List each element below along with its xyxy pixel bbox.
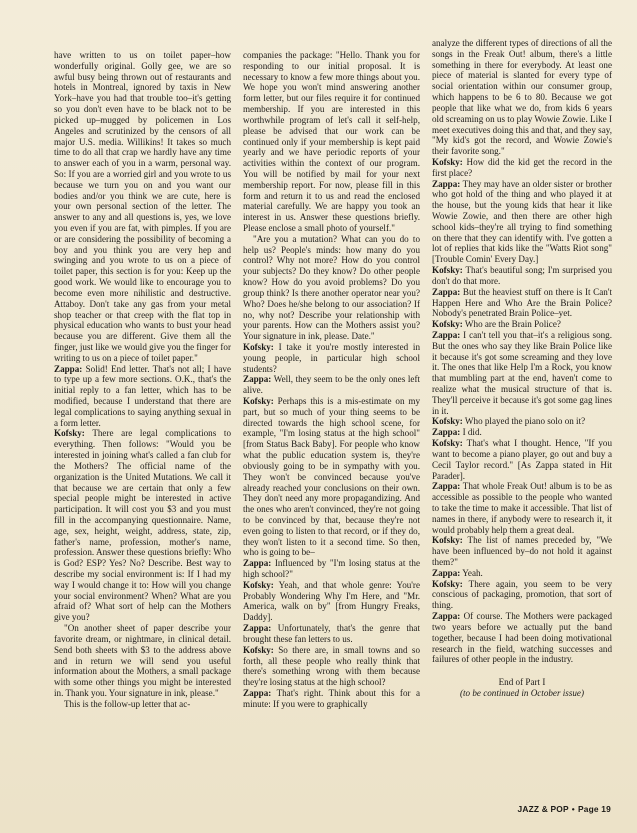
paragraph-text: Unfortunately, that's the genre that brought these fan letters to us. <box>243 623 420 644</box>
paragraph <box>243 342 420 374</box>
speaker-label: Zappa: <box>432 178 461 189</box>
paragraph <box>432 330 612 417</box>
paragraph-text: Perhaps this is a mis-estimate on my part, but so much of your thing seems to be directed towards the high school scene, for example, "I'm losing status at the high school" [from Status Back Baby]. For people who know what the public education system is, they're obviously going to be in sympathy with you. They won't be convinced because you've already reached your conclusions on their own. They don't need any more propagandizing. And the ones who aren't convinced, they're not going to be convinced by that, because they're not even going to listen to that record, or if they do, they won't listen to it a second time. So then, who is going to be– <box>243 396 420 558</box>
paragraph-text: This is the follow-up letter that ac- <box>64 698 191 709</box>
paragraph <box>243 234 420 342</box>
paragraph-text: That whole Freak Out! album is to be as accessible as possible to the people who wanted to take the time to make it accessible. That list of names in there, if anybody were to research it, it would probably help them a great deal. <box>432 481 612 535</box>
speaker-label: Zappa: <box>432 427 461 438</box>
paragraph <box>432 611 612 665</box>
paragraph-text: Yeah. <box>460 567 483 578</box>
speaker-label: Kofsky: <box>432 416 463 427</box>
paragraph-text: "On another sheet of paper describe your favorite dream, or nightmare, in clinical detail. Send both sheets with $3 to the address above and in return we will send you useful information about the Mothers, a small package with some other things you might be interested in. Thank you. Your signature in ink, please." <box>54 623 231 698</box>
speaker-label: Kofsky: <box>243 341 274 352</box>
paragraph <box>432 265 612 287</box>
paragraph-text: "Are you a mutation? What can you do to help us? People's minds: how many do you control? Why not more? How do you control your subjects? Do they know? Do other people know? How do you avoid problems? Do you group think? Is there another operator near you? Who? Does he/she belong to our association? If no, why not? Describe your relationship with your parents. How can the Mothers assist you? Your signature in ink, please. Date." <box>243 233 420 342</box>
paragraph <box>432 579 612 611</box>
paragraph <box>54 50 231 364</box>
continuation-note: (to be continued in October issue) <box>459 687 584 698</box>
speaker-label: Zappa: <box>432 481 461 492</box>
speaker-label: Kofsky: <box>432 319 463 330</box>
paragraph <box>243 645 420 688</box>
paragraph <box>432 38 612 157</box>
paragraph-text: I did. <box>460 427 482 438</box>
paragraph <box>243 558 420 580</box>
paragraph-text: Solid! End letter. That's not all; I have to type up a few more sections. O.K., that's the initial reply to a fan letter, which has to be modified, because I understand that there are legal complications to saying anything sexual in a form letter. <box>54 363 231 428</box>
paragraph <box>243 374 420 396</box>
paragraph <box>432 179 612 266</box>
paragraph-text: analyze the different types of directions of all the songs in the Freak Out! album, there's a little something in there for everybody. At least one piece of material is slanted for every type of social orientation within our consumer group, which happens to be 6 to 80. Because we got people that like what we do, from kids 6 years old screaming on us to play Wowie Zowie. Like I meet executives doing this and that, and they say, "My kid's got the record, and Wowie Zowie's their favorite song." <box>432 38 612 157</box>
speaker-label: Kofsky: <box>432 438 463 449</box>
speaker-label: Kofsky: <box>243 579 274 590</box>
paragraph <box>432 535 612 567</box>
paragraph-text: Influenced by "I'm losing status at the high school?" <box>243 558 420 579</box>
paragraph <box>432 438 612 481</box>
paragraph-text: I can't tell you that–it's a religious song. But the ones who say they like Brain Police like it because it's got some screaming and they love it. The ones that like Help I'm a Rock, you know that mumbling part at the end, haven't come to realize what the musical structure of that is. They'll perceive it because it's got some gag lines in it. <box>432 329 612 416</box>
paragraph-text: How did the kid get the record in the first place? <box>432 156 612 178</box>
speaker-label: Zappa: <box>432 286 461 297</box>
end-of-part-title: End of Part I <box>498 677 546 688</box>
paragraph-text: That's beautiful song; I'm surprised you don't do that more. <box>432 265 612 286</box>
paragraph <box>54 699 231 710</box>
paragraph-text: The list of names preceded by, "We have been influenced by–do not hold it against them?" <box>432 535 612 567</box>
paragraph-text: That's right. Think about this for a minute: If you were to graphically <box>243 687 420 709</box>
footer-bullet: • <box>571 804 575 814</box>
speaker-label: Zappa: <box>432 329 461 340</box>
page-footer <box>517 804 611 814</box>
paragraph <box>432 416 612 427</box>
paragraph <box>54 428 231 623</box>
speaker-label: Zappa: <box>432 611 461 622</box>
speaker-label: Kofsky: <box>54 428 85 439</box>
paragraph-text: Who played the piano solo on it? <box>462 416 586 427</box>
paragraph-text: companies the package: "Hello. Thank you for responding to our initial proposal. It is necessary to know a few more things about you. We hope you won't mind answering another form letter, but our files require it for continued membership. If you are interested in this worthwhile program of let's call it self-help, please be advised that our work can be continued only if your membership is kept paid yearly and we have periodic reports of your activities within the context of our program. You will be notified by mail for your next membership report. For now, please fill in this form and return it to us and read the enclosed material carefully. We are happy you took an interest in us. Answer these questions briefly. Please enclose a small photo of yourself." <box>243 50 420 233</box>
paragraph <box>432 568 612 579</box>
speaker-label: Zappa: <box>432 567 461 578</box>
paragraph-text: Well, they seem to be the only ones left alive. <box>243 374 420 396</box>
paragraph <box>432 427 612 438</box>
paragraph-text: There again, you seem to be very conscious of packaging, promotion, that sort of thing. <box>432 578 612 611</box>
paragraph-text: That's what I thought. Hence, "If you want to become a piano player, go out and buy a Cecil Taylor record." [As Zappa stated in Hit Parader]. <box>432 438 612 481</box>
speaker-label: Zappa: <box>243 623 272 634</box>
paragraph <box>243 623 420 645</box>
speaker-label: Kofsky: <box>432 265 463 276</box>
paragraph <box>243 688 420 710</box>
speaker-label: Kofsky: <box>432 535 463 546</box>
paragraph <box>243 580 420 623</box>
speaker-label: Kofsky: <box>432 578 463 589</box>
paragraph-text: There are legal complications to everything. Then follows: "Would you be interested in joining what's called a fan club for the Mothers? The official name of the organization is the United Mutations. We call it that because we are certain that only a few special people might be interested in active participation. It will cost you $3 and you must fill in the accompanying questionnaire. Name, age, sex, height, weight, address, state, zip, father's name, profession, mother's name, profession. Answer these questions briefly: Who is God? ESP? Yes? No? Describe. Best way to describe my social environment is: If I had my way I would change it to: How will you change your social environment? When? What are you afraid of? What sort of help can the Mothers give you? <box>54 428 231 623</box>
paragraph <box>432 157 612 179</box>
paragraph-text: Who are the Brain Police? <box>462 319 561 330</box>
paragraph <box>432 287 612 319</box>
speaker-label: Kofsky: <box>243 396 274 406</box>
paragraph-text: I take it you're mostly interested in young people, in particular high school students? <box>243 341 420 374</box>
text-column-1 <box>54 50 231 710</box>
page-number: Page 19 <box>577 804 611 814</box>
paragraph <box>432 319 612 330</box>
paragraph <box>54 364 231 429</box>
paragraph-text: have written to us on toilet paper–how wonderfully original. Golly gee, we are so awful busy being thrown out of restaurants and hotels in Montreal, ignored by taxis in New York–have you had that trouble too–it's getting so you don't even have to be black not to be picked up–mugged by policemen in Los Angeles and scrutinized by the censors of all major U.S. media. Willikins! It takes so much time to do all that crap we hardly have any time to answer each of you in a warm, personal way. So: If you are a worried girl and you wrote to us because we turn you on and you want our bodies and/or you think we are cute, here is your own personal section of the letter. The answer to any and all questions is, yes, we love you even if you are fat, with pimples. If you are or are considering the possibility of becoming a boy and you think you are very hep and swinging and you wrote to us on a piece of toilet paper, this section is for you: Keep up the good work. We would like to encourage you to become even more nihilistic and destructive. Attaboy. Don't take any gas from your metal shop teacher or that creep with the flat top in physical education who wants to bust your head because you are different. Give them all the finger, just like we would give you the finger for writing to us on a piece of toilet paper." <box>54 50 231 363</box>
text-column-2 <box>243 50 420 710</box>
end-of-part-block <box>432 677 612 699</box>
speaker-label: Zappa: <box>243 558 272 569</box>
paragraph-text: But the heaviest stuff on there is It Can't Happen Here and Who Are the Brain Police? Nobody's penetrated Brain Police–yet. <box>432 286 612 319</box>
publication-name: JAZZ & POP <box>517 804 569 814</box>
paragraph <box>54 623 231 699</box>
paragraph-text: So there are, in small towns and so forth, all these people who really think that there's something wrong with them because they're losing status at the high school? <box>243 644 420 688</box>
speaker-label: Zappa: <box>243 374 272 385</box>
paragraph-text: Yeah, and that whole genre: You're Probably Wondering Why I'm Here, and "Mr. America, walk on by" [from Hungry Freaks, Daddy]. <box>243 579 420 623</box>
paragraph-text: Of course. The Mothers were packaged two years before we actually put the band together, because I had been doing motivational research in the field, watching successes and failures of other people in the industry. <box>432 611 612 665</box>
paragraph <box>243 50 420 234</box>
paragraph <box>432 481 612 535</box>
paragraph <box>243 396 420 558</box>
speaker-label: Kofsky: <box>243 644 274 655</box>
paragraph-text: They may have an older sister or brother who got hold of the thing and who played it at the house, but the young kids that hear it like Wowie Zowie, and then there are other high school kids–they're all trying to find something on there that they can identify with. I've gotten a lot of replies that kids like the "Watts Riot song" [Trouble Comin' Every Day.] <box>432 178 612 265</box>
text-column-3 <box>432 38 612 699</box>
speaker-label: Zappa: <box>54 363 83 374</box>
speaker-label: Zappa: <box>243 687 272 698</box>
speaker-label: Kofsky: <box>432 156 463 167</box>
